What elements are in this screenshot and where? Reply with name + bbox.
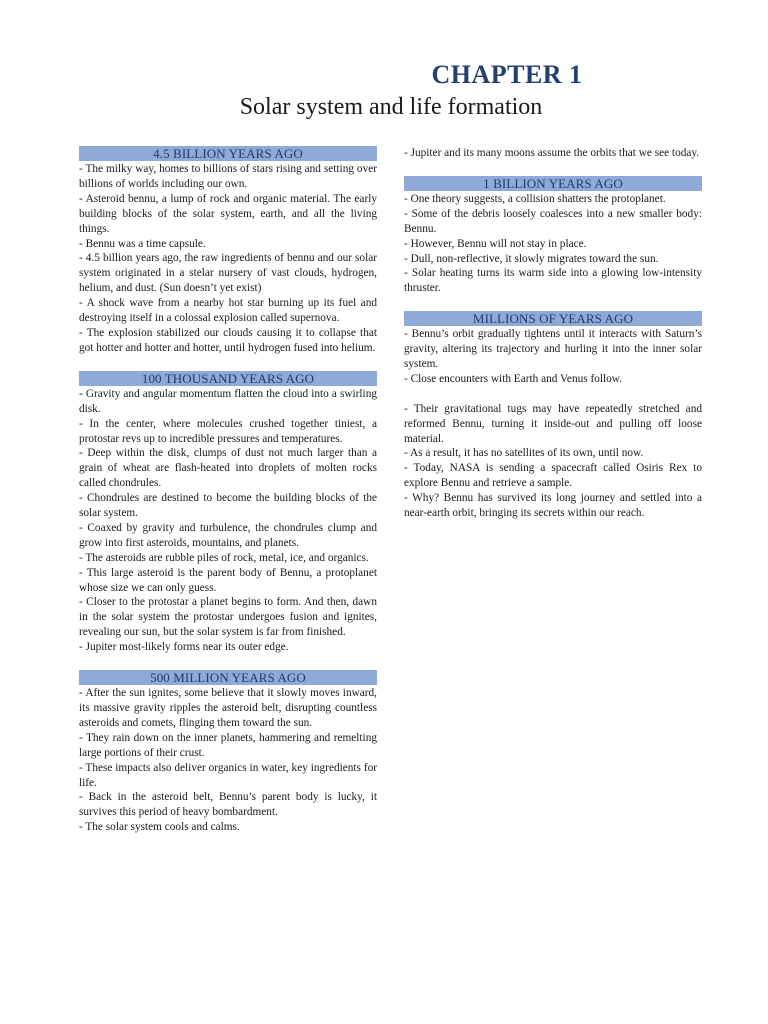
bullet-paragraph: - 4.5 billion years ago, the raw ingredients of bennu and our solar system originated in a stelar nursery of vast clouds, hydrogen, helium, and dust. (Sun doesn’t yet exist)	[79, 252, 377, 295]
bullet-paragraph: - The solar system cools and calms.	[79, 821, 240, 834]
section-heading: 100 THOUSAND YEARS AGO	[79, 371, 377, 386]
bullet-paragraph: - Gravity and angular momentum flatten the cloud into a swirling disk.	[79, 387, 377, 415]
bullet-paragraph: - In the center, where molecules crushed together tiniest, a protostar revs up to incredible pressures and temperatures.	[79, 417, 377, 445]
bullet-paragraph: - Coaxed by gravity and turbulence, the chondrules clump and grow into first asteroids, mountains, and planets.	[79, 521, 377, 549]
right-column	[404, 146, 702, 536]
bullet-paragraph: - Solar heating turns its warm side into a glowing low-intensity thruster.	[404, 267, 702, 295]
bullet-paragraph: - However, Bennu will not stay in place.	[404, 237, 587, 250]
chapter-title: Solar system and life formation	[239, 94, 543, 120]
timeline-section	[404, 176, 702, 296]
bullet-paragraph: - Dull, non-reflective, it slowly migrates toward the sun.	[404, 252, 659, 265]
timeline-section	[404, 311, 702, 521]
bullet-paragraph: - Jupiter and its many moons assume the orbits that we see today.	[404, 147, 700, 159]
bullet-paragraph: - Bennu’s orbit gradually tightens until it interacts with Saturn’s gravity, altering its trajectory and hurling it into the inner solar system.	[404, 328, 702, 371]
timeline-section	[79, 146, 377, 356]
left-column	[79, 146, 377, 850]
bullet-paragraph: - Jupiter most-likely forms near its outer edge.	[79, 641, 289, 654]
bullet-paragraph: - Closer to the protostar a planet begins to form. And then, dawn in the solar system the protostar undergoes fusion and ignites, revealing our sun, but the solar system is far from finished.	[79, 596, 377, 639]
bullet-paragraph: - They rain down on the inner planets, hammering and remelting large portions of their crust.	[79, 731, 377, 759]
section-heading: 1 BILLION YEARS AGO	[404, 176, 702, 191]
timeline-section	[79, 371, 377, 655]
bullet-paragraph: - As a result, it has no satellites of its own, until now.	[404, 447, 644, 460]
bullet-paragraph: - This large asteroid is the parent body of Bennu, a protoplanet whose size we can only guess.	[79, 566, 377, 594]
blank-line	[404, 387, 702, 402]
bullet-paragraph: - The milky way, homes to billions of stars rising and setting over billions of worlds including our own.	[79, 163, 377, 190]
bullet-paragraph: - These impacts also deliver organics in water, key ingredients for life.	[79, 761, 377, 789]
section-heading: 500 MILLION YEARS AGO	[79, 670, 377, 685]
bullet-paragraph: - The explosion stabilized our clouds causing it to collapse that got hotter and hotter and hotter, until hydrogen fused into helium.	[79, 326, 377, 354]
bullet-paragraph: - Close encounters with Earth and Venus follow.	[404, 372, 623, 385]
bullet-paragraph: - After the sun ignites, some believe that it slowly moves inward, its massive gravity ripples the asteroid belt, disrupting countless asteroids and comets, flinging them toward the sun.	[79, 687, 377, 729]
bullet-paragraph: - One theory suggests, a collision shatters the protoplanet.	[404, 192, 666, 205]
bullet-paragraph: - Deep within the disk, clumps of dust not much larger than a grain of wheat are flash-heated into droplets of molten rocks called chondrules.	[79, 447, 377, 490]
chapter-label: CHAPTER 1	[431, 60, 583, 89]
bullet-paragraph: - A shock wave from a nearby hot star burning up its fuel and destroying itself in a colossal explosion called supernova.	[79, 297, 377, 325]
bullet-paragraph: - Asteroid bennu, a lump of rock and organic material. The early building blocks of the solar system, earth, and all the living things.	[79, 192, 377, 235]
bullet-paragraph: - Their gravitational tugs may have repeatedly stretched and reformed Bennu, turning it inside-out and pulling off loose material.	[404, 402, 702, 445]
bullet-paragraph: - The asteroids are rubble piles of rock, metal, ice, and organics.	[79, 551, 369, 564]
timeline-section	[79, 670, 377, 835]
section-heading: 4.5 BILLION YEARS AGO	[79, 146, 377, 161]
bullet-paragraph: - Back in the asteroid belt, Bennu’s parent body is lucky, it survives this period of heavy bombardment.	[79, 791, 377, 819]
bullet-paragraph: - Today, NASA is sending a spacecraft called Osiris Rex to explore Bennu and retrieve a sample.	[404, 462, 702, 490]
section-heading: MILLIONS OF YEARS AGO	[404, 311, 702, 326]
bullet-paragraph: - Why? Bennu has survived its long journey and settled into a near-earth orbit, bringing its secrets within our reach.	[404, 492, 702, 520]
bullet-paragraph: - Some of the debris loosely coalesces into a new smaller body: Bennu.	[404, 207, 702, 235]
bullet-paragraph: - Bennu was a time capsule.	[79, 237, 206, 250]
bullet-paragraph: - Chondrules are destined to become the building blocks of the solar system.	[79, 492, 377, 520]
timeline-section	[404, 146, 702, 161]
